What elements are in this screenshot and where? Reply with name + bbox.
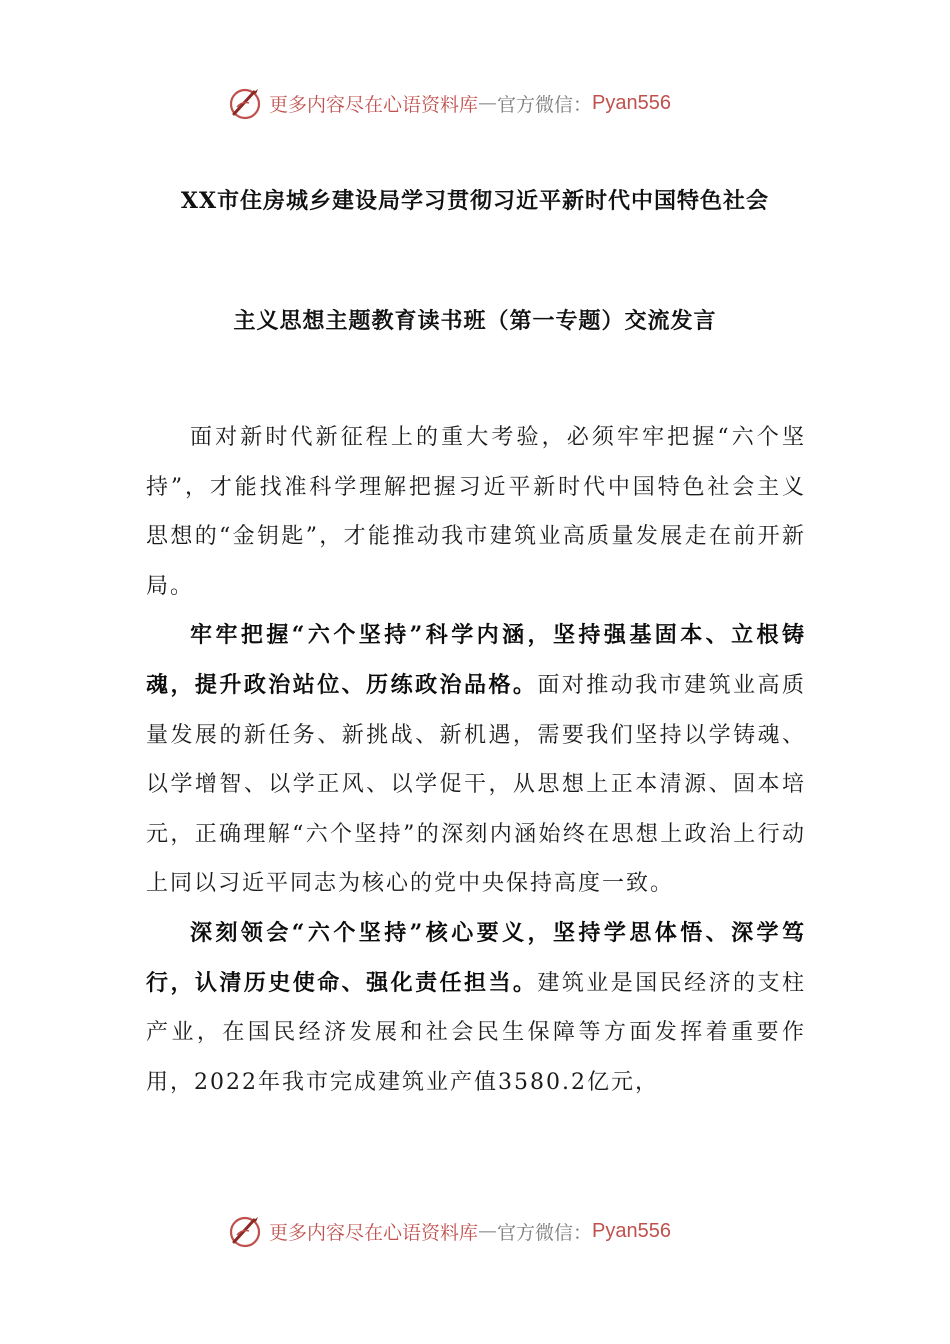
paragraph-3 — [146, 909, 806, 1107]
pen-logo-icon — [225, 1211, 265, 1251]
paragraph-1-text: 面对新时代新征程上的重大考验，必须牢牢把握“六个坚持”，才能找准科学理解把握习近平新时代中国特色社会主义思想的“金钥匙”，才能推动我市建筑业高质量发展走在前开新局。 — [146, 425, 806, 599]
banner-text: 更多内容尽在心语资料库 — [269, 93, 479, 116]
banner-wechat-label: 官方微信： — [497, 1221, 593, 1244]
banner-text: 更多内容尽在心语资料库 — [269, 1221, 479, 1244]
footer-banner — [225, 1209, 745, 1253]
document-title-line-2: 主义思想主题教育读书班（第一专题）交流发言 — [233, 308, 717, 334]
banner-wechat-id: Pyan556 — [592, 91, 671, 114]
banner-wechat-label: 官方微信： — [497, 93, 593, 116]
pen-logo-icon — [225, 83, 265, 123]
paragraph-2-lead: 牢牢把握“六个坚持”科学内涵，坚持强基固本、立根铸魂，提升政治站位、历练政治品格。 — [146, 622, 806, 698]
paragraph-3-lead: 深刻领会“六个坚持”核心要义，坚持学思体悟、深学笃行，认清历史使命、强化责任担当。 — [146, 919, 806, 996]
header-banner — [225, 81, 745, 125]
document-title-line-1: XX市住房城乡建设局学习贯彻习近平新时代中国特色社会 — [180, 188, 770, 214]
document-body — [146, 413, 806, 1107]
paragraph-3-text: 建筑业是国民经济的支柱产业，在国民经济发展和社会民生保障等方面发挥着重要作用，2022年我市完成建筑业产值3580.2亿元， — [146, 970, 806, 1095]
paragraph-2 — [146, 611, 806, 909]
banner-wechat-id: Pyan556 — [592, 1219, 671, 1242]
paragraph-2-text: 面对推动我市建筑业高质量发展的新任务、新挑战、新机遇，需要我们坚持以学铸魂、以学增智、以学正风、以学促干，从思想上正本清源、固本培元，正确理解“六个坚持”的深刻内涵始终在思想上政治上行动上同以习近平同志为核心的党中央保持高度一致。 — [146, 672, 806, 897]
banner-separator: — — [478, 92, 498, 114]
banner-separator: — — [478, 1220, 498, 1242]
paragraph-1 — [146, 413, 806, 611]
